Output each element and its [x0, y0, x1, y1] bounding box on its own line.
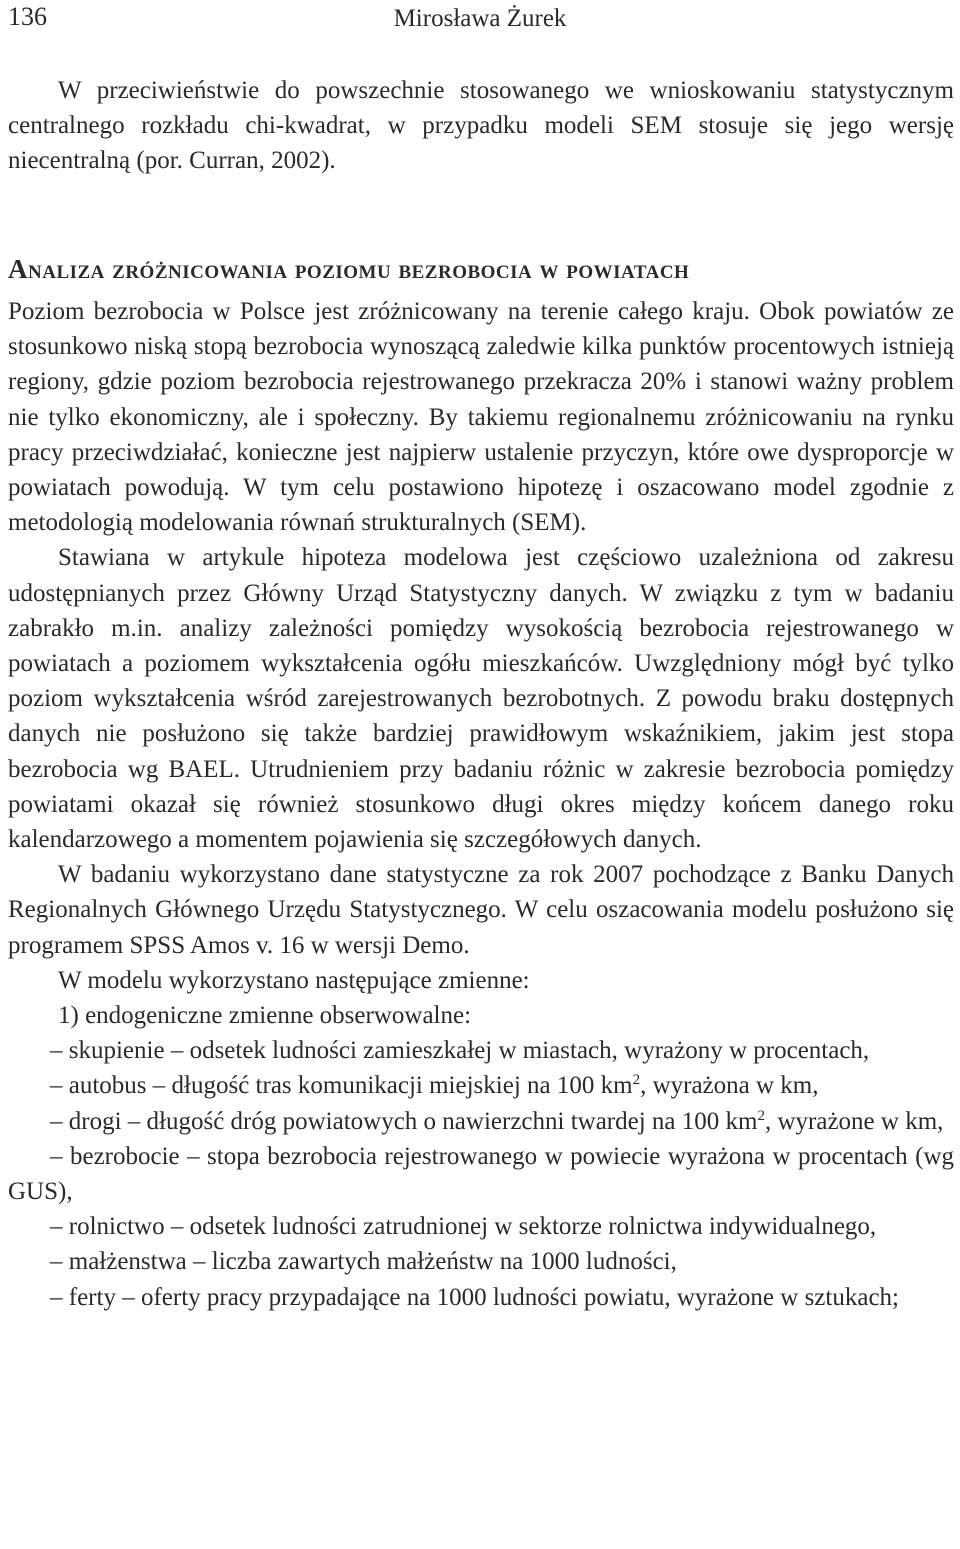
list-item-text: – autobus – długość tras komunikacji miejskiej na 100 km: [50, 1072, 633, 1100]
paragraph: Stawiana w artykule hipoteza modelowa jest częściowo uzależniona od zakresu udostępnianych przez Główny Urząd Statystyczny danych. W związku z tym w badaniu zabrakło m.in. analizy zależności pomiędzy wysokością bezrobocia rejestrowanego w powiatach a poziomem wykształcenia ogółu mieszkańców. Uwzględniony mógł być tylko poziom wykształcenia wśród zarejestrowanych bezrobotnych. Z powodu braku dostępnych danych nie posłużono się także bardziej prawidłowym wskaźnikiem, jakim jest stopa bezrobocia wg BAEL. Utrudnieniem przy badaniu różnic w zakresie bezrobocia pomiędzy powiatami okazał się również stosunkowo długi okres między końcem danego roku kalendarzowego a momentem pojawienia się szczegółowych danych.: [8, 544, 954, 854]
page-number: 136: [8, 2, 47, 31]
list-item: – rolnictwo – odsetek ludności zatrudnionej w sektorze rolnictwa indywidualnego,: [50, 1213, 877, 1241]
running-header: [8, 2, 952, 36]
list-item: – ferty – oferty pracy przypadające na 1000 ludności powiatu, wyrażone w sztukach;: [50, 1283, 899, 1311]
list-item: – małżenstwa – liczba zawartych małżeństw na 1000 ludności,: [50, 1248, 677, 1276]
paragraph: Poziom bezrobocia w Polsce jest zróżnicowany na terenie całego kraju. Obok powiatów ze stosunkowo niską stopą bezrobocia wynoszącą zaledwie kilka punktów procentowych istnieją regiony, gdzie poziom bezrobocia rejestrowanego przekracza 20% i stanowi ważny problem nie tylko ekonomiczny, ale i społeczny. By takiemu regionalnemu zróżnicowaniu na rynku pracy przeciwdziałać, konieczne jest najpierw ustalenie przyczyn, które owe dysproporcje w powiatach powodują. W tym celu postawiono hipotezę i oszacowano model zgodnie z metodologią modelowania równań strukturalnych (SEM).: [8, 298, 954, 537]
paragraph: 1) endogeniczne zmienne obserwowalne:: [58, 1002, 472, 1030]
list-item-text: , wyrażone w km,: [764, 1107, 944, 1135]
section-body: [8, 294, 954, 1315]
list-item-text: – drogi – długość dróg powiatowych o nawierzchni twardej na 100 km: [50, 1107, 758, 1135]
paragraph: W modelu wykorzystano następujące zmienne:: [58, 966, 530, 994]
list-item: – skupienie – odsetek ludności zamieszkałej w miastach, wyrażony w procentach,: [50, 1037, 870, 1065]
running-author: Mirosława Żurek: [393, 5, 567, 32]
section-heading: Analiza zróżnicowania poziomu bezrobocia w powiatach: [8, 254, 690, 284]
superscript: 2: [757, 1107, 765, 1124]
superscript: 2: [632, 1072, 641, 1089]
list-item: [8, 1104, 954, 1139]
paragraph: W badaniu wykorzystano dane statystyczne za rok 2007 pochodzące z Banku Danych Regionalnych Głównego Urzędu Statystycznego. W celu oszacowania modelu posłużono się programem SPSS Amos v. 16 w wersji Demo.: [8, 861, 954, 959]
list-item: [8, 1068, 954, 1103]
list-item-text: , wyrażona w km,: [640, 1072, 819, 1100]
paragraph-intro: W przeciwieństwie do powszechnie stosowanego we wnioskowaniu statystycznym centralnego rozkładu chi-kwadrat, w przypadku modeli SEM stosuje się jego wersję niecentralną (por. Curran, 2002).: [8, 77, 954, 175]
list-item: – bezrobocie – stopa bezrobocia rejestrowanego w powiecie wyrażona w procentach (wg GUS),: [8, 1142, 954, 1206]
